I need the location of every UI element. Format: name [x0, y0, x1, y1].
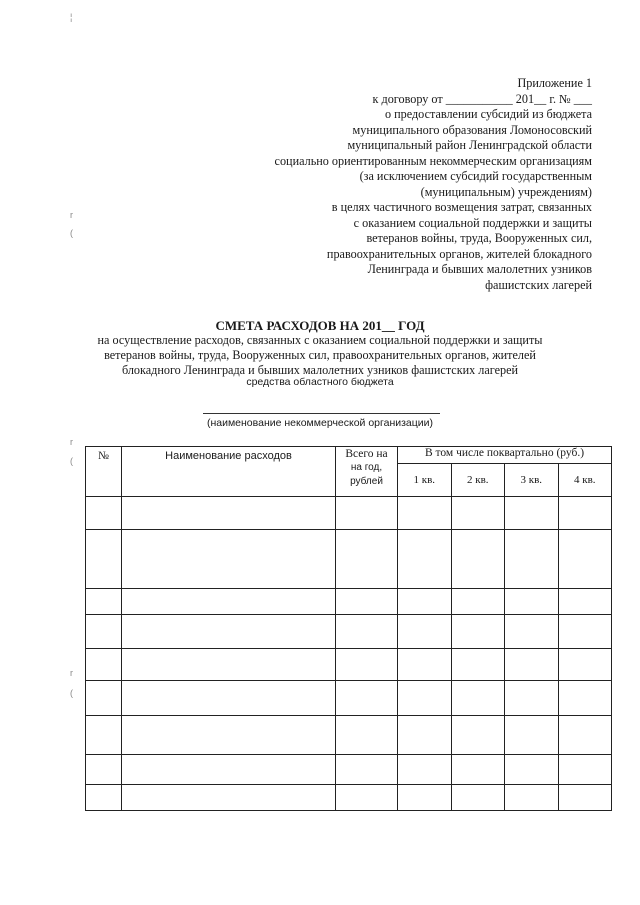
header-total-bottom-2: рублей: [350, 476, 383, 487]
header-total-top: Всего на: [345, 448, 388, 460]
header-total: [336, 447, 398, 497]
cell-q4[interactable]: [558, 785, 612, 811]
cell-q1[interactable]: [398, 589, 452, 615]
cell-q1[interactable]: [398, 716, 452, 755]
annex-line: муниципального образования Ломоносовский: [352, 122, 592, 137]
subtitle-line: блокадного Ленинграда и бывших малолетних узников фашистских лагерей: [121, 363, 519, 377]
cell-q4[interactable]: [558, 530, 612, 589]
cell-q2[interactable]: [451, 589, 505, 615]
subtitle-line: ветеранов войны, труда, Вооруженных сил, правоохранительных органов, жителей: [104, 348, 536, 362]
cell-number[interactable]: [86, 615, 122, 649]
subtitle-line: на осуществление расходов, связанных с оказанием социальной поддержки и защиты: [97, 333, 543, 347]
cell-number[interactable]: [86, 530, 122, 589]
table-row: [86, 615, 612, 649]
margin-mark: r: [70, 668, 73, 678]
cell-expense-name[interactable]: [122, 785, 336, 811]
cell-total[interactable]: [336, 681, 398, 716]
annex-line: Ленинграда и бывших малолетних узников: [367, 262, 592, 276]
table-row: [86, 649, 612, 681]
cell-expense-name[interactable]: [122, 497, 336, 530]
cell-q2[interactable]: [451, 755, 505, 785]
cell-q1[interactable]: [398, 497, 452, 530]
document-title: СМЕТА РАСХОДОВ НА 201__ ГОД: [215, 318, 425, 333]
cell-q1[interactable]: [398, 615, 452, 649]
cell-total[interactable]: [336, 589, 398, 615]
cell-q2[interactable]: [451, 530, 505, 589]
cell-expense-name[interactable]: [122, 615, 336, 649]
cell-q3[interactable]: [505, 530, 559, 589]
cell-number[interactable]: [86, 755, 122, 785]
cell-number[interactable]: [86, 681, 122, 716]
cell-q4[interactable]: [558, 755, 612, 785]
cell-q1[interactable]: [398, 785, 452, 811]
organization-caption: (наименование некоммерческой организации): [206, 417, 434, 429]
cell-q3[interactable]: [505, 497, 559, 530]
annex-line: фашистских лагерей: [485, 277, 592, 292]
cell-expense-name[interactable]: [122, 649, 336, 681]
table-row: [86, 497, 612, 530]
cell-number[interactable]: [86, 497, 122, 530]
cell-q1[interactable]: [398, 755, 452, 785]
cell-total[interactable]: [336, 755, 398, 785]
cell-number[interactable]: [86, 716, 122, 755]
cell-number[interactable]: [86, 649, 122, 681]
annex-line: (муниципальным) учреждениям): [420, 184, 592, 199]
cell-total[interactable]: [336, 530, 398, 589]
cell-expense-name[interactable]: [122, 589, 336, 615]
cell-q1[interactable]: [398, 649, 452, 681]
cell-q4[interactable]: [558, 589, 612, 615]
document-subtitle: [70, 333, 570, 378]
cell-q4[interactable]: [558, 497, 612, 530]
table-row: [86, 589, 612, 615]
cell-q3[interactable]: [505, 785, 559, 811]
annex-line: с оказанием социальной поддержки и защиты: [353, 215, 592, 230]
table-row: [86, 785, 612, 811]
cell-total[interactable]: [336, 716, 398, 755]
expense-table: [85, 446, 612, 811]
annex-line: муниципальный район Ленинградской области: [347, 138, 592, 152]
cell-total[interactable]: [336, 497, 398, 530]
cell-q1[interactable]: [398, 681, 452, 716]
table-row: [86, 530, 612, 589]
table-row: [86, 716, 612, 755]
cell-total[interactable]: [336, 785, 398, 811]
header-total-bottom-1: на год,: [350, 462, 383, 473]
cell-q2[interactable]: [451, 716, 505, 755]
cell-q2[interactable]: [451, 681, 505, 716]
cell-q2[interactable]: [451, 785, 505, 811]
annex-line: в целях частичного возмещения затрат, связанных: [331, 200, 592, 214]
header-expense-name: Наименование расходов: [122, 447, 336, 497]
cell-expense-name[interactable]: [122, 681, 336, 716]
header-number: №: [86, 447, 122, 497]
cell-q2[interactable]: [451, 615, 505, 649]
cell-q3[interactable]: [505, 615, 559, 649]
annex-header: [172, 76, 592, 293]
cell-expense-name[interactable]: [122, 530, 336, 589]
header-q2: 2 кв.: [451, 464, 505, 497]
cell-q3[interactable]: [505, 716, 559, 755]
cell-q4[interactable]: [558, 649, 612, 681]
annex-line: Приложение 1: [517, 76, 592, 90]
table-row: [86, 681, 612, 716]
cell-number[interactable]: [86, 785, 122, 811]
cell-q3[interactable]: [505, 649, 559, 681]
cell-expense-name[interactable]: [122, 716, 336, 755]
organization-name-field[interactable]: [203, 413, 440, 414]
header-quarterly: В том числе поквартально (руб.): [398, 447, 612, 464]
margin-mark: (: [70, 688, 73, 698]
annex-line: (за исключением субсидий государственным: [359, 169, 592, 183]
cell-q4[interactable]: [558, 716, 612, 755]
margin-mark: ¦: [70, 12, 73, 22]
margin-mark: r: [70, 210, 73, 220]
funding-source: средства областного бюджета: [246, 376, 394, 388]
cell-q2[interactable]: [451, 649, 505, 681]
cell-total[interactable]: [336, 615, 398, 649]
annex-line: социально ориентированным некоммерческим организациям: [274, 153, 592, 168]
margin-mark: (: [70, 228, 73, 238]
cell-q3[interactable]: [505, 755, 559, 785]
cell-total[interactable]: [336, 649, 398, 681]
cell-q4[interactable]: [558, 681, 612, 716]
cell-q2[interactable]: [451, 497, 505, 530]
cell-q3[interactable]: [505, 681, 559, 716]
cell-q4[interactable]: [558, 615, 612, 649]
margin-mark: (: [70, 456, 73, 466]
annex-line: к договору от ___________ 201__ г. № ___: [372, 91, 592, 106]
cell-q1[interactable]: [398, 530, 452, 589]
annex-line: о предоставлении субсидий из бюджета: [384, 107, 592, 121]
annex-line: ветеранов войны, труда, Вооруженных сил,: [366, 231, 592, 245]
header-q1: 1 кв.: [398, 464, 452, 497]
cell-q3[interactable]: [505, 589, 559, 615]
cell-expense-name[interactable]: [122, 755, 336, 785]
cell-number[interactable]: [86, 589, 122, 615]
header-q4: 4 кв.: [558, 464, 612, 497]
table-row: [86, 755, 612, 785]
margin-mark: r: [70, 437, 73, 447]
annex-line: правоохранительных органов, жителей блокадного: [326, 246, 592, 261]
header-q3: 3 кв.: [505, 464, 559, 497]
